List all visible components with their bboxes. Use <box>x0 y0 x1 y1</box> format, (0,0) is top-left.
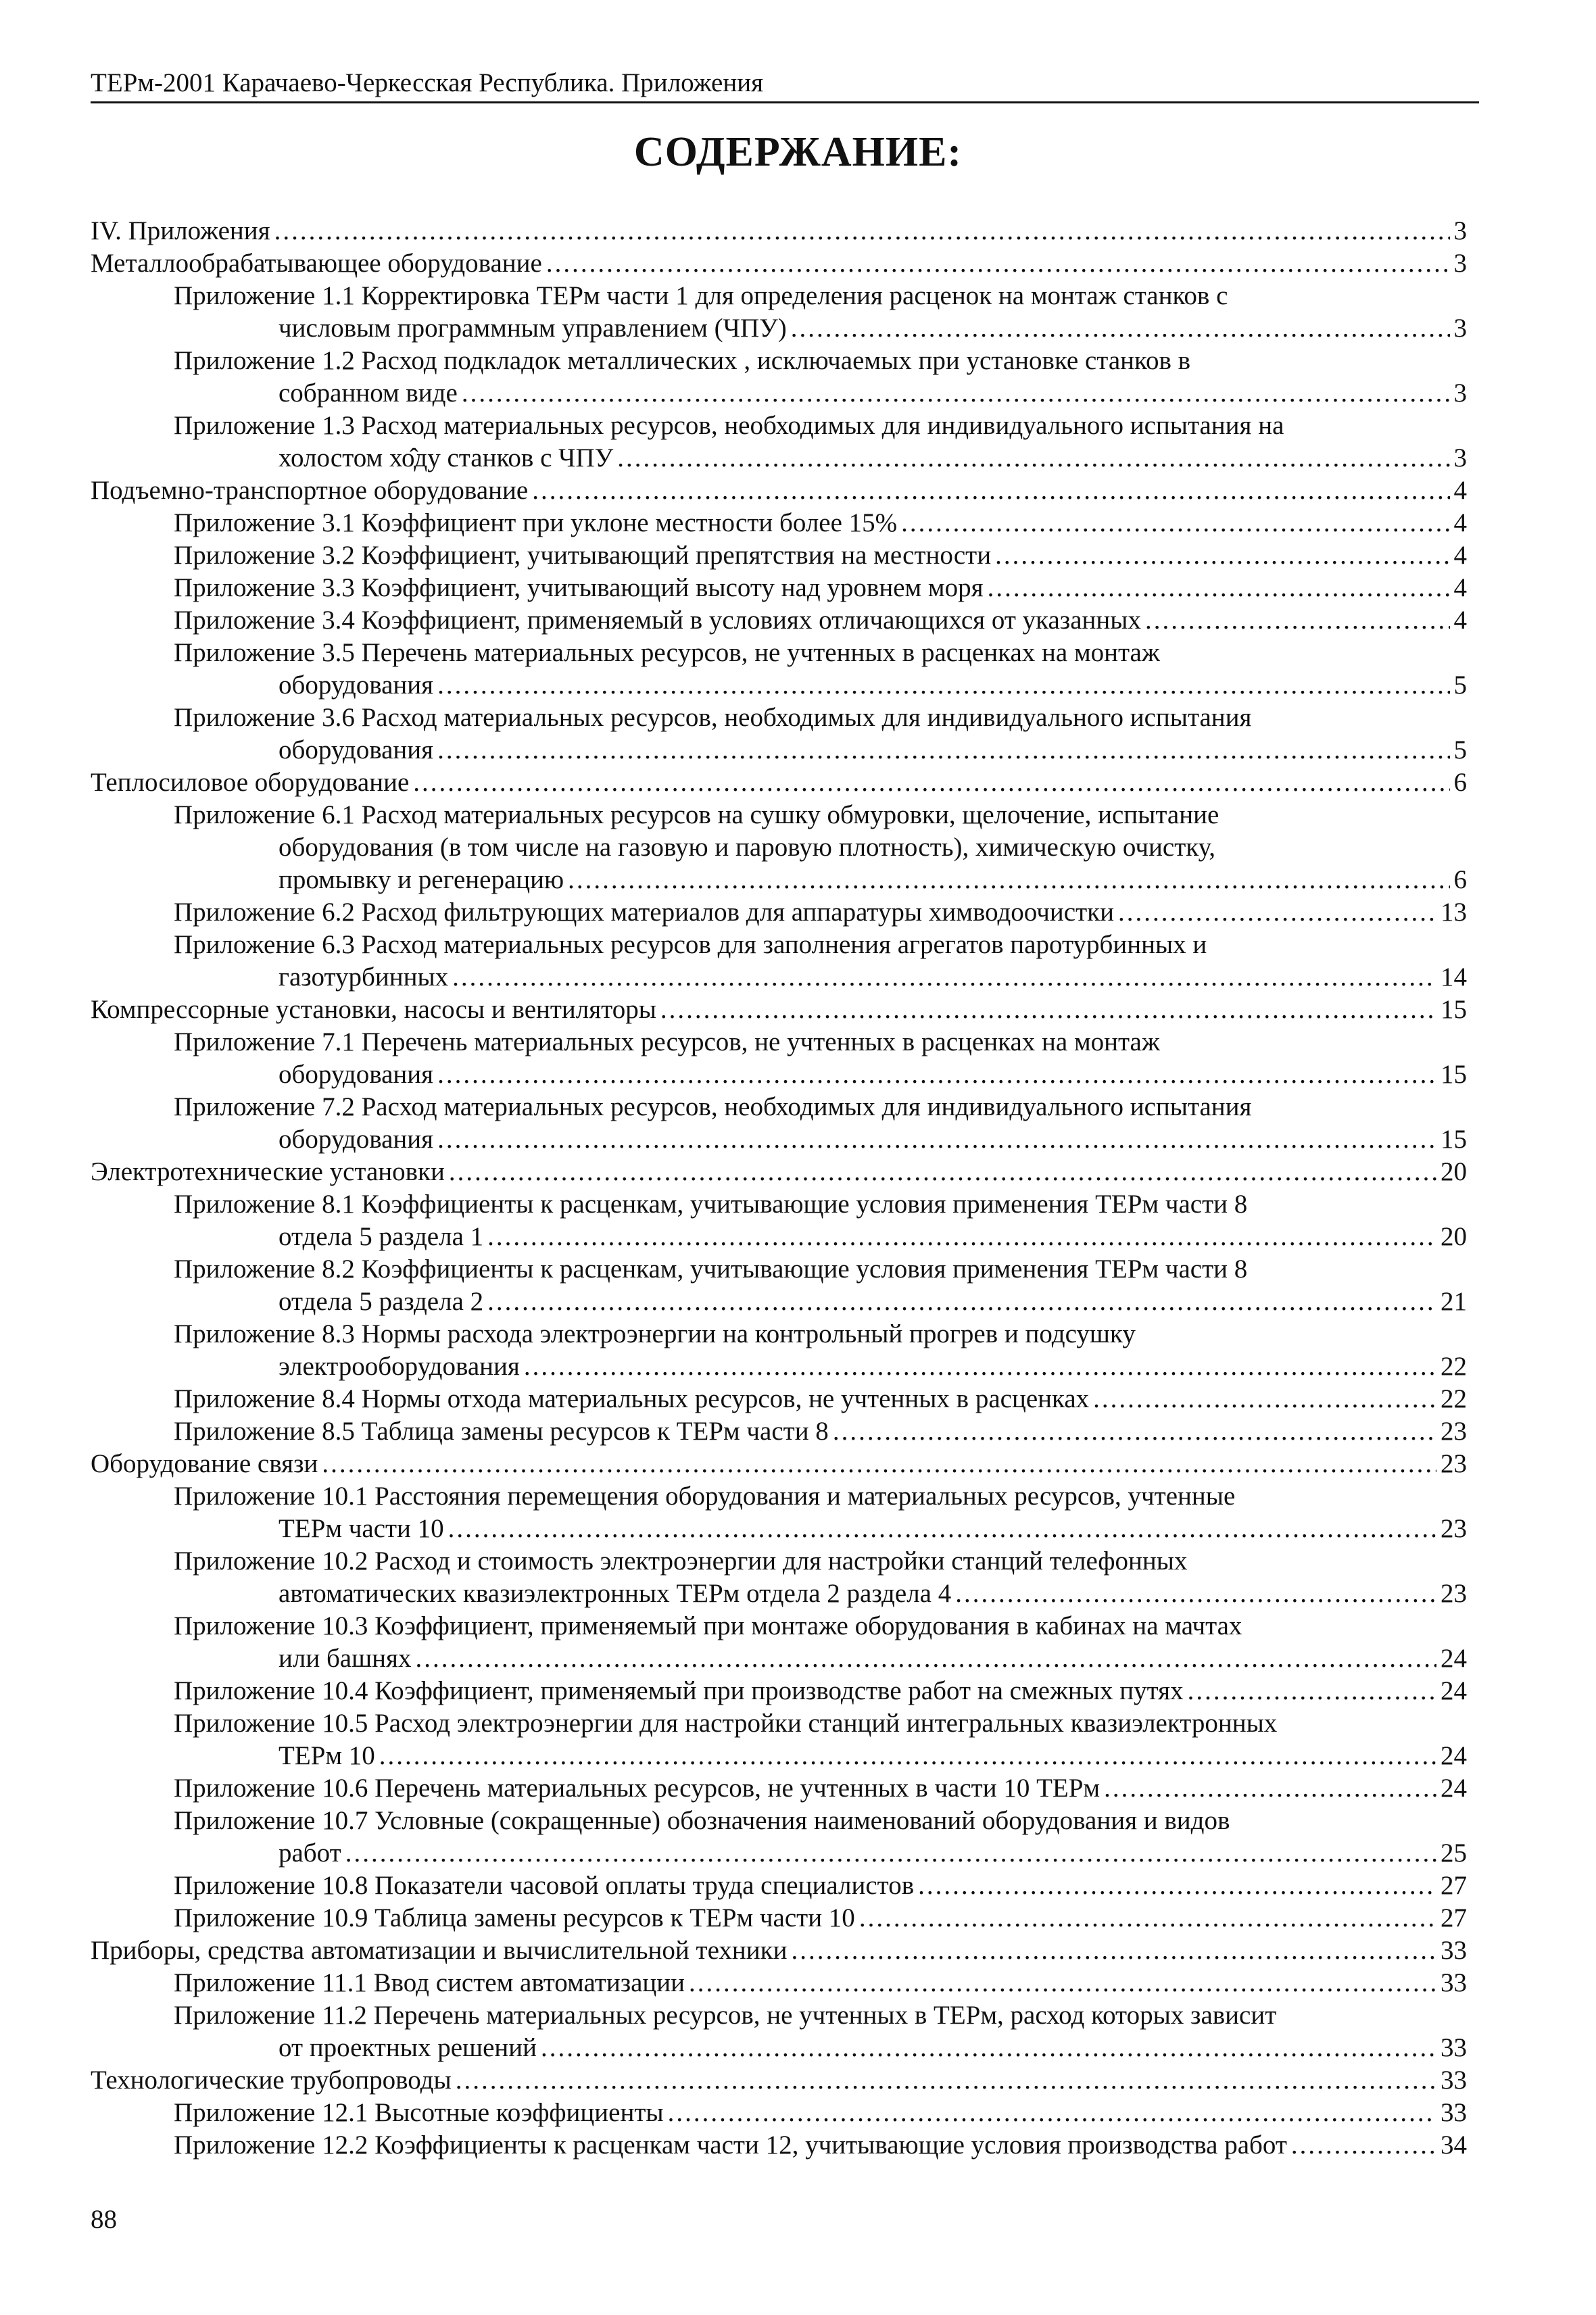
toc-entry-text: Приложение 6.3 Расход материальных ресурсов для заполнения агрегатов паротурбинных и <box>174 930 1207 959</box>
toc-appendix[interactable] <box>91 1318 1467 1383</box>
toc-entry-text: Приложение 1.2 Расход подкладок металлических , исключаемых при установке станков в <box>174 346 1191 375</box>
toc-page-number: 23 <box>1441 1514 1467 1543</box>
toc-entry-text: собранном виде <box>279 379 458 408</box>
toc-appendix[interactable] <box>91 345 1467 410</box>
toc-entry-text: Приложение 8.3 Нормы расхода электроэнергии на контрольный прогрев и подсушку <box>174 1319 1136 1348</box>
toc-entry-text: Приложение 10.5 Расход электроэнергии для настройки станций интегральных квазиэлектронных <box>174 1709 1278 1738</box>
dot-leader <box>437 669 1449 702</box>
toc-page-number: 23 <box>1441 1449 1467 1478</box>
toc-entry-text: промывку и регенерацию <box>279 865 564 894</box>
toc-page-number: 24 <box>1441 1774 1467 1803</box>
toc-entry-text: работ <box>279 1838 341 1868</box>
toc-page-number: 24 <box>1441 1676 1467 1705</box>
toc-appendix[interactable] <box>91 410 1467 474</box>
toc-entry-text: Приложение 11.1 Ввод систем автоматизации <box>174 1968 685 1997</box>
toc-entry-text: отдела 5 раздела 2 <box>279 1287 484 1316</box>
dot-leader <box>449 1156 1436 1188</box>
toc-entry-text: оборудования (в том числе на газовую и паровую плотность), химическую очистку, <box>279 833 1216 862</box>
toc-entry-text: Приборы, средства автоматизации и вычислительной техники <box>91 1936 788 1965</box>
toc-entry-text: электрооборудования <box>279 1352 520 1381</box>
dot-leader <box>415 1642 1436 1675</box>
toc-page-number: 5 <box>1453 671 1467 700</box>
dot-leader <box>859 1902 1436 1934</box>
toc-appendix[interactable] <box>91 604 1467 637</box>
toc-appendix[interactable] <box>91 1707 1467 1772</box>
dot-leader <box>568 864 1449 896</box>
toc-entry-text: ТЕРм 10 <box>279 1741 375 1770</box>
toc-appendix[interactable] <box>91 896 1467 929</box>
toc-section[interactable] <box>91 215 1467 247</box>
toc-entry-text: Приложение 8.2 Коэффициенты к расценкам, учитывающие условия применения ТЕРм части 8 <box>174 1254 1248 1284</box>
toc-entry-text: газотурбинных <box>279 962 449 992</box>
dot-leader <box>988 572 1450 604</box>
page-number: 88 <box>91 2205 117 2234</box>
toc-entry-text: Приложение 3.5 Перечень материальных ресурсов, не учтенных в расценках на монтаж <box>174 638 1160 667</box>
dot-leader <box>955 1578 1436 1610</box>
toc-entry-text: ТЕРм части 10 <box>279 1514 444 1543</box>
toc-page-number: 4 <box>1453 508 1467 537</box>
toc-appendix[interactable] <box>91 1805 1467 1870</box>
toc-page-number: 3 <box>1453 314 1467 343</box>
dot-leader <box>901 507 1449 539</box>
toc-entry-text: Электротехнические установки <box>91 1157 445 1186</box>
dot-leader <box>689 1967 1436 1999</box>
toc-entry-text: Приложение 12.2 Коэффициенты к расценкам части 12, учитывающие условия производства работ <box>174 2130 1287 2160</box>
dot-leader <box>660 994 1436 1026</box>
dot-leader <box>791 312 1450 345</box>
toc-entry-text: Приложение 10.6 Перечень материальных ресурсов, не учтенных в части 10 ТЕРм <box>174 1774 1101 1803</box>
toc-entry-text: Приложение 7.2 Расход материальных ресурсов, необходимых для индивидуального испытания <box>174 1092 1252 1121</box>
toc-appendix[interactable] <box>91 539 1467 572</box>
toc-page-number: 13 <box>1441 898 1467 927</box>
toc-page-number: 22 <box>1441 1352 1467 1381</box>
toc-entry-text: Теплосиловое оборудование <box>91 768 410 797</box>
toc-entry-text: Приложение 3.3 Коэффициент, учитывающий высоту над уровнем моря <box>174 573 984 602</box>
toc-appendix[interactable] <box>91 507 1467 539</box>
toc-page-number: 23 <box>1441 1417 1467 1446</box>
toc-appendix[interactable] <box>91 1545 1467 1610</box>
toc-page-number: 3 <box>1453 249 1467 278</box>
toc-page-number: 22 <box>1441 1384 1467 1413</box>
dot-leader <box>1145 604 1450 637</box>
toc-entry-text: IV. Приложения <box>91 216 270 245</box>
page-title: СОДЕРЖАНИЕ: <box>633 129 963 175</box>
toc-page-number: 3 <box>1453 443 1467 472</box>
dot-leader <box>532 474 1449 507</box>
dot-leader <box>487 1286 1436 1318</box>
toc-section[interactable] <box>91 2064 1467 2097</box>
toc-appendix[interactable] <box>91 1772 1467 1805</box>
toc-appendix[interactable] <box>91 1610 1467 1675</box>
toc-page-number: 27 <box>1441 1903 1467 1932</box>
dot-leader <box>918 1870 1436 1902</box>
toc-page-number: 4 <box>1453 573 1467 602</box>
toc-page-number: 25 <box>1441 1838 1467 1868</box>
toc-entry-text: Подъемно-транспортное оборудование <box>91 476 529 505</box>
toc-entry-text: Технологические трубопроводы <box>91 2066 452 2095</box>
dot-leader <box>413 766 1449 799</box>
toc-page-number: 33 <box>1441 2098 1467 2127</box>
toc-entry-text: Оборудование связи <box>91 1449 318 1478</box>
toc-entry-text: Приложение 3.1 Коэффициент при уклоне местности более 15% <box>174 508 898 537</box>
dot-leader <box>274 215 1450 247</box>
toc-page-number: 3 <box>1453 216 1467 245</box>
toc-entry-text: Приложение 10.3 Коэффициент, применяемый при монтаже оборудования в кабинах на мачтах <box>174 1611 1242 1640</box>
toc-entry-text: Приложение 12.1 Высотные коэффициенты <box>174 2098 664 2127</box>
toc-entry-text: Приложение 1.3 Расход материальных ресурсов, необходимых для индивидуального испытания на <box>174 411 1284 440</box>
dot-leader <box>617 442 1449 474</box>
dot-leader <box>456 2064 1436 2097</box>
toc-page-number: 4 <box>1453 476 1467 505</box>
toc-appendix[interactable] <box>91 2097 1467 2129</box>
toc-entry-text: Приложение 6.1 Расход материальных ресурсов на сушку обмуровки, щелочение, испытание <box>174 800 1219 829</box>
toc-page-number: 23 <box>1441 1579 1467 1608</box>
dot-leader <box>462 377 1450 410</box>
dot-leader <box>345 1837 1436 1870</box>
dot-leader <box>546 247 1450 280</box>
toc-entry-text: Приложение 10.1 Расстояния перемещения оборудования и материальных ресурсов, учтенные <box>174 1482 1236 1511</box>
toc-appendix[interactable] <box>91 280 1467 345</box>
toc-entry-text: Приложение 3.2 Коэффициент, учитывающий препятствия на местности <box>174 541 992 570</box>
toc-appendix[interactable] <box>91 702 1467 766</box>
dot-leader <box>437 734 1449 766</box>
toc-page-number: 27 <box>1441 1871 1467 1900</box>
toc-page-number: 6 <box>1453 768 1467 797</box>
toc-page-number: 33 <box>1441 1968 1467 1997</box>
toc-entry-text: Приложение 3.6 Расход материальных ресурсов, необходимых для индивидуального испытания <box>174 703 1252 732</box>
toc-appendix[interactable] <box>91 1415 1467 1448</box>
toc-appendix[interactable] <box>91 1902 1467 1934</box>
toc-appendix[interactable] <box>91 637 1467 702</box>
toc-page-number: 5 <box>1453 735 1467 764</box>
toc-appendix[interactable] <box>91 1480 1467 1545</box>
dot-leader <box>452 961 1436 994</box>
dot-leader <box>437 1123 1436 1156</box>
dot-leader <box>791 1934 1436 1967</box>
toc-entry-text: числовым программным управлением (ЧПУ) <box>279 314 787 343</box>
toc-section[interactable] <box>91 994 1467 1026</box>
dot-leader <box>668 2097 1436 2129</box>
toc-page-number: 21 <box>1441 1287 1467 1316</box>
toc-section[interactable] <box>91 1156 1467 1188</box>
toc-appendix[interactable] <box>91 2129 1467 2162</box>
toc-appendix[interactable] <box>91 1870 1467 1902</box>
toc-entry-text: Компрессорные установки, насосы и вентиляторы <box>91 995 656 1024</box>
toc-appendix[interactable] <box>91 929 1467 994</box>
toc-entry-text: Приложение 10.9 Таблица замены ресурсов к ТЕРм части 10 <box>174 1903 855 1932</box>
dot-leader <box>1093 1383 1436 1415</box>
dot-leader <box>995 539 1449 572</box>
toc-page-number: 4 <box>1453 606 1467 635</box>
toc-entry-text: оборудования <box>279 1060 434 1089</box>
toc-page-number: 15 <box>1441 1125 1467 1154</box>
toc-entry-text: или башнях <box>279 1644 412 1673</box>
toc-entry-text: Приложение 3.4 Коэффициент, применяемый в условиях отличающихся от указанных <box>174 606 1141 635</box>
toc-page-number: 14 <box>1441 962 1467 992</box>
toc-entry-text: Приложение 7.1 Перечень материальных ресурсов, не учтенных в расценках на монтаж <box>174 1027 1160 1056</box>
toc-entry-text: Приложение 10.2 Расход и стоимость электроэнергии для настройки станций телефонных <box>174 1546 1188 1576</box>
dot-leader <box>833 1415 1436 1448</box>
toc-entry-text: Приложение 8.5 Таблица замены ресурсов к ТЕРм части 8 <box>174 1417 829 1446</box>
toc-entry-text: Приложение 10.8 Показатели часовой оплаты труда специалистов <box>174 1871 915 1900</box>
toc-entry-text: отдела 5 раздела 1 <box>279 1222 484 1251</box>
dot-leader <box>379 1740 1436 1772</box>
toc-appendix[interactable] <box>91 799 1467 896</box>
dot-leader <box>1188 1675 1436 1707</box>
toc-page-number: 33 <box>1441 1936 1467 1965</box>
toc-page-number: 33 <box>1441 2033 1467 2062</box>
toc-appendix[interactable] <box>91 1383 1467 1415</box>
toc-appendix[interactable] <box>91 1675 1467 1707</box>
toc-entry-text: от проектных решений <box>279 2033 537 2062</box>
table-of-contents <box>91 215 1467 2162</box>
toc-page-number: 6 <box>1453 865 1467 894</box>
toc-page-number: 33 <box>1441 2066 1467 2095</box>
toc-entry-text: оборудования <box>279 671 434 700</box>
toc-entry-text: оборудования <box>279 735 434 764</box>
toc-page-number: 3 <box>1453 379 1467 408</box>
running-header: ТЕРм-2001 Карачаево-Черкесская Республика. Приложения <box>91 66 1479 103</box>
toc-appendix[interactable] <box>91 572 1467 604</box>
toc-appendix[interactable] <box>91 1091 1467 1156</box>
toc-section[interactable] <box>91 1448 1467 1480</box>
toc-section[interactable] <box>91 1934 1467 1967</box>
dot-leader <box>487 1221 1436 1253</box>
toc-entry-text: Приложение 11.2 Перечень материальных ресурсов, не учтенных в ТЕРм, расход которых зависит <box>174 2001 1277 2030</box>
toc-page-number: 15 <box>1441 995 1467 1024</box>
toc-entry-text: оборудования <box>279 1125 434 1154</box>
toc-entry-text: Приложение 6.2 Расход фильтрующих материалов для аппаратуры химводоочистки <box>174 898 1114 927</box>
dot-leader <box>1118 896 1436 929</box>
toc-appendix[interactable] <box>91 1967 1467 1999</box>
toc-page-number: 20 <box>1441 1157 1467 1186</box>
toc-appendix[interactable] <box>91 1188 1467 1253</box>
toc-entry-text: Приложение 8.4 Нормы отхода материальных ресурсов, не учтенных в расценках <box>174 1384 1090 1413</box>
toc-page-number: 20 <box>1441 1222 1467 1251</box>
dot-leader <box>541 2032 1436 2064</box>
toc-entry-text: Приложение 1.1 Корректировка ТЕРм части 1 для определения расценок на монтаж станков с <box>174 281 1228 310</box>
dot-leader <box>524 1350 1436 1383</box>
toc-page-number: 24 <box>1441 1644 1467 1673</box>
toc-entry-text: автоматических квазиэлектронных ТЕРм отдела 2 раздела 4 <box>279 1579 952 1608</box>
dot-leader <box>1291 2129 1436 2162</box>
dot-leader <box>322 1448 1436 1480</box>
toc-entry-text: Приложение 8.1 Коэффициенты к расценкам, учитывающие условия применения ТЕРм части 8 <box>174 1190 1248 1219</box>
toc-appendix[interactable] <box>91 1999 1467 2064</box>
dot-leader <box>437 1058 1436 1091</box>
toc-entry-text: Приложение 10.7 Условные (сокращенные) обозначения наименований оборудования и видов <box>174 1806 1230 1835</box>
toc-page-number: 34 <box>1441 2130 1467 2160</box>
toc-entry-text: Приложение 10.4 Коэффициент, применяемый при производстве работ на смежных путях <box>174 1676 1184 1705</box>
toc-appendix[interactable] <box>91 1253 1467 1318</box>
dot-leader <box>1104 1772 1436 1805</box>
toc-entry-text: холостом хо̂ду станков с ЧПУ <box>279 443 614 472</box>
toc-page-number: 24 <box>1441 1741 1467 1770</box>
dot-leader <box>448 1513 1436 1545</box>
toc-page-number: 4 <box>1453 541 1467 570</box>
toc-appendix[interactable] <box>91 1026 1467 1091</box>
toc-entry-text: Металлообрабатывающее оборудование <box>91 249 542 278</box>
toc-section[interactable] <box>91 766 1467 799</box>
toc-section[interactable] <box>91 247 1467 280</box>
toc-page-number: 15 <box>1441 1060 1467 1089</box>
toc-section[interactable] <box>91 474 1467 507</box>
